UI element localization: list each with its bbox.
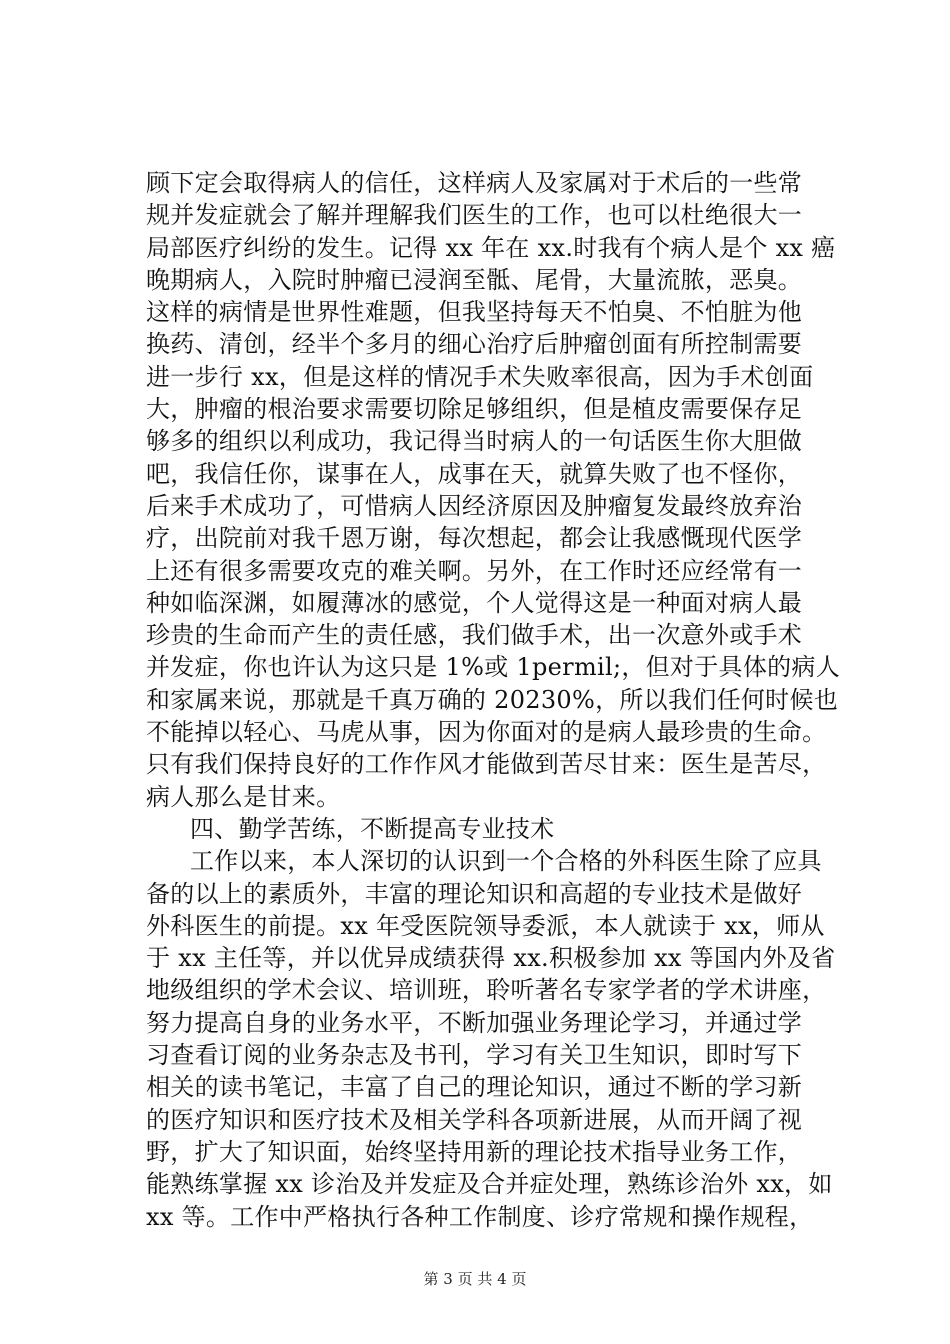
text-line: 努力提高自身的业务水平，不断加强业务理论学习，并通过学: [146, 1008, 803, 1037]
text-line: 能熟练掌握 xx 诊治及并发症及合并症处理，熟练诊治外 xx，如: [146, 1170, 833, 1199]
text-line: 并发症，你也许认为这只是 1%或 1permil;，但对于具体的病人: [146, 653, 841, 682]
text-line: 吧，我信任你，谋事在人，成事在天，就算失败了也不怪你，: [146, 459, 803, 488]
text-line: 局部医疗纠纷的发生。记得 xx 年在 xx.时我有个病人是个 xx 癌: [146, 233, 836, 262]
text-line: 病人那么是甘来。: [146, 782, 341, 811]
text-line: 不能掉以轻心、马虎从事，因为你面对的是病人最珍贵的生命。: [146, 718, 827, 747]
text-line: 的医疗知识和医疗技术及相关学科各项新进展，从而开阔了视: [146, 1105, 803, 1134]
text-line: 备的以上的素质外，丰富的理论知识和高超的专业技术是做好: [146, 879, 803, 908]
text-line: 相关的读书笔记，丰富了自己的理论知识，通过不断的学习新: [146, 1073, 803, 1102]
text-line: 种如临深渊，如履薄冰的感觉，个人觉得这是一种面对病人最: [146, 588, 803, 617]
section-heading: 四、勤学苦练，不断提高专业技术: [190, 814, 555, 843]
text-line: 野，扩大了知识面，始终坚持用新的理论技术指导业务工作，: [146, 1137, 803, 1166]
text-line: 后来手术成功了，可惜病人因经济原因及肿瘤复发最终放弃治: [146, 491, 803, 520]
text-line: 够多的组织以利成功，我记得当时病人的一句话医生你大胆做: [146, 427, 803, 456]
text-line: 上还有很多需要攻克的难关啊。另外，在工作时还应经常有一: [146, 556, 803, 585]
text-line: 外科医生的前提。xx 年受医院领导委派，本人就读于 xx，师从: [146, 911, 825, 940]
text-line: 换药、清创，经半个多月的细心治疗后肿瘤创面有所控制需要: [146, 330, 803, 359]
text-line: 晚期病人，入院时肿瘤已浸润至骶、尾骨，大量流脓，恶臭。: [146, 265, 803, 294]
text-line: 规并发症就会了解并理解我们医生的工作，也可以杜绝很大一: [146, 201, 803, 230]
document-body: [146, 167, 841, 1233]
text-line: 和家属来说，那就是千真万确的 20230%，所以我们任何时候也: [146, 685, 839, 714]
text-line: 工作以来，本人深切的认识到一个合格的外科医生除了应具: [190, 847, 822, 876]
text-line: xx 等。工作中严格执行各种工作制度、诊疗常规和操作规程，: [146, 1202, 814, 1231]
text-line: 于 xx 主任等，并以优异成绩获得 xx.积极参加 xx 等国内外及省: [146, 944, 836, 973]
text-line: 只有我们保持良好的工作作风才能做到苦尽甘来：医生是苦尽，: [146, 750, 827, 779]
text-line: 顾下定会取得病人的信任，这样病人及家属对于术后的一些常: [146, 169, 803, 197]
text-line: 这样的病情是世界性难题，但我坚持每天不怕臭、不怕脏为他: [146, 298, 803, 327]
text-line: 习查看订阅的业务杂志及书刊，学习有关卫生知识，即时写下: [146, 1041, 803, 1070]
text-line: 珍贵的生命而产生的责任感，我们做手术，出一次意外或手术: [146, 621, 803, 650]
text-line: 疗，出院前对我千恩万谢，每次想起，都会让我感慨现代医学: [146, 524, 803, 553]
text-line: 大，肿瘤的根治要求需要切除足够组织，但是植皮需要保存足: [146, 395, 803, 424]
text-line: 地级组织的学术会议、培训班，聆听著名专家学者的学术讲座，: [146, 976, 827, 1005]
text-line: 进一步行 xx，但是这样的情况手术失败率很高，因为手术创面: [146, 362, 814, 391]
page-number-footer: 第 3 页 共 4 页: [423, 1270, 527, 1288]
